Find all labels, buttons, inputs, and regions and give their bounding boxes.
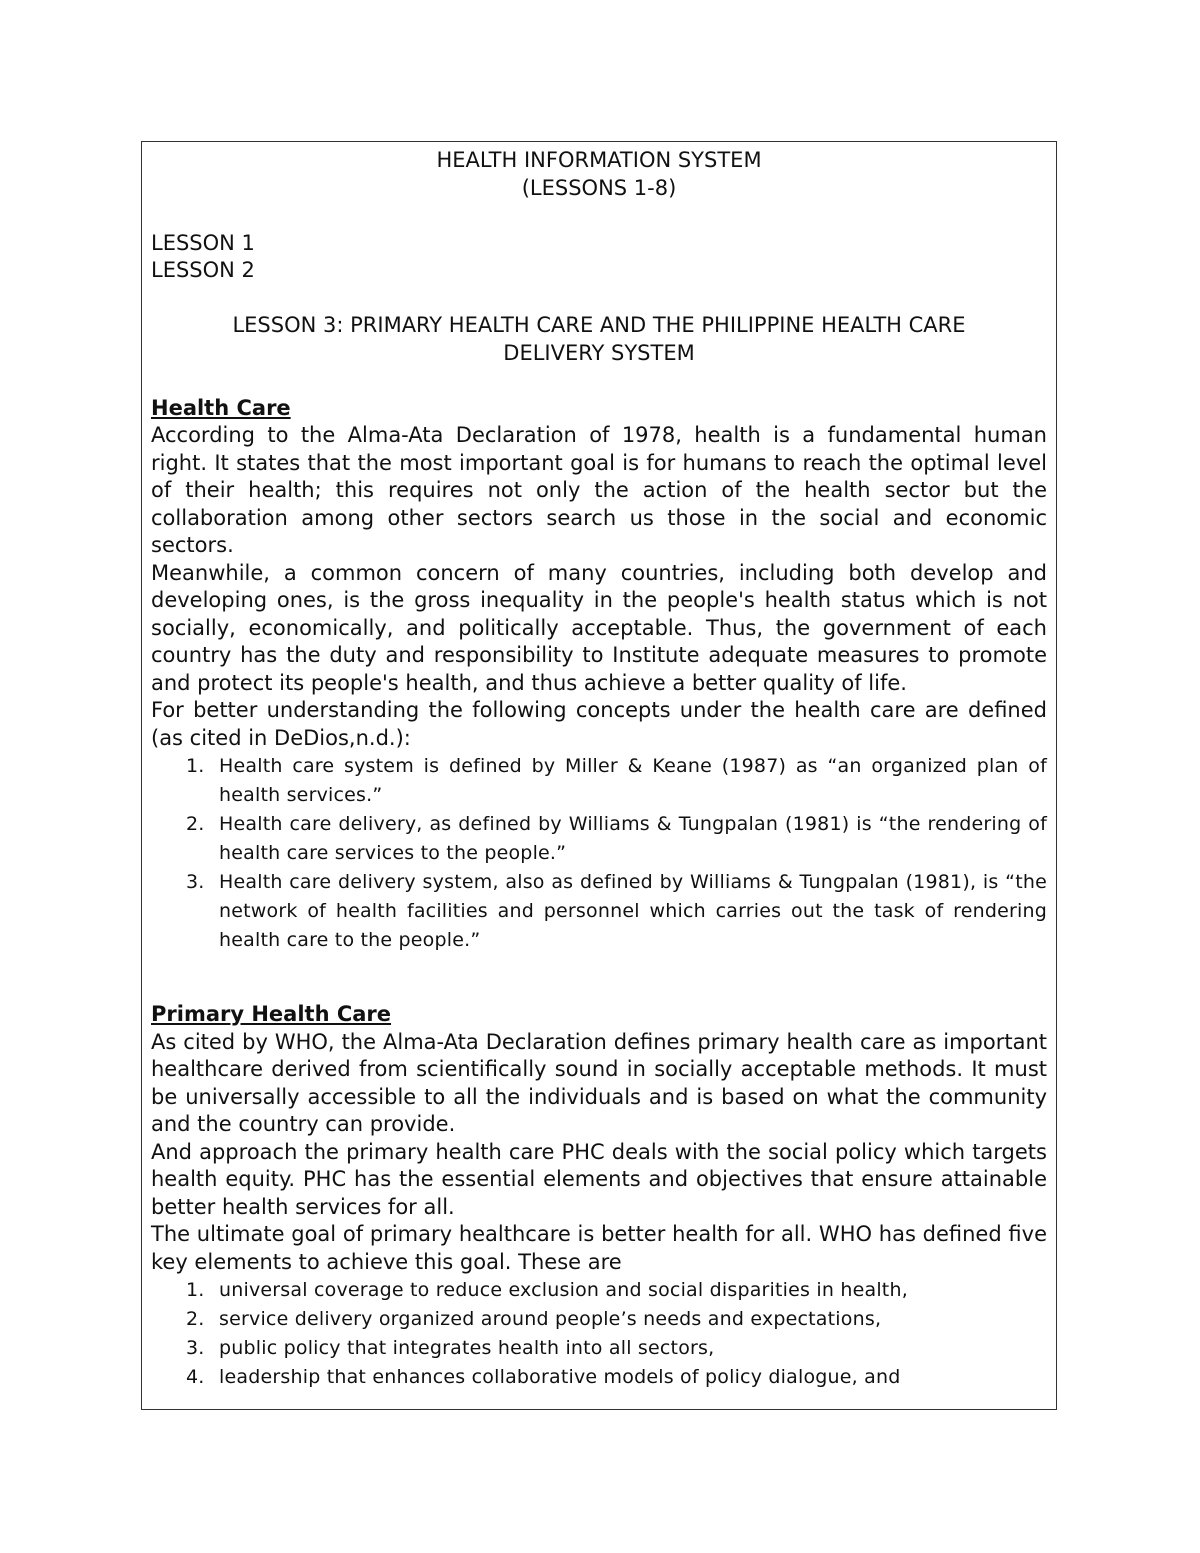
lesson-1-label: LESSON 1 [151, 230, 255, 255]
list-item [151, 810, 1047, 868]
list-item [151, 868, 1047, 955]
list-item-text: Health care delivery, as defined by Williams & Tungpalan (1981) is “the rendering of health care services to the people.” [219, 813, 1047, 864]
list-number: 3. [186, 871, 205, 893]
list-item [151, 1305, 1047, 1334]
health-care-paragraph-1: According to the Alma-Ata Declaration of 1978, health is a fundamental human right. It states that the most important goal is for humans to reach the optimal level of their health; this requires not only the action of the health sector but the collaboration among other sectors search us those in the social and economic sectors. [151, 423, 1047, 557]
list-item-text: leadership that enhances collaborative models of policy dialogue, and [219, 1366, 901, 1388]
list-item [151, 1363, 1047, 1392]
spacer [151, 367, 1047, 395]
primary-health-care-paragraph-1: As cited by WHO, the Alma-Ata Declaration defines primary health care as important healthcare derived from scientifically sound in socially acceptable methods. It must be universally accessible to all the individuals and is based on what the community and the country can provide. [151, 1029, 1047, 1136]
lesson-2-label: LESSON 2 [151, 258, 255, 282]
spacer [151, 285, 1047, 313]
health-care-paragraph-2: Meanwhile, a common concern of many countries, including both develop and developing ones, is the gross inequality in the people's health status which is not socially, economically, and politically acceptable. Thus, the government of each country has the duty and responsibility to Institute adequate measures to promote and protect its people's health, and thus achieve a better quality of life. [151, 560, 1047, 695]
health-care-heading: Health Care [151, 395, 291, 420]
spacer [151, 955, 1047, 1001]
list-item-text: Health care system is defined by Miller & Keane (1987) as “an organized plan of health services.” [219, 755, 1047, 806]
lesson-3-title-line-2: DELIVERY SYSTEM [503, 340, 695, 365]
document-subtitle: (LESSONS 1-8) [521, 175, 677, 200]
list-number: 1. [186, 1279, 205, 1301]
health-care-paragraph-3: For better understanding the following concepts under the health care are defined (as cited in DeDios,n.d.): [151, 698, 1047, 750]
primary-health-care-heading: Primary Health Care [151, 1002, 392, 1026]
list-item-text: Health care delivery system, also as defined by Williams & Tungpalan (1981), is “the network of health facilities and personnel which carries out the task of rendering health care to the people.” [219, 871, 1047, 951]
list-number: 2. [186, 1308, 205, 1330]
list-item [151, 1276, 1047, 1305]
list-number: 1. [186, 755, 205, 777]
list-item [151, 752, 1047, 810]
list-number: 2. [186, 813, 205, 835]
spacer [151, 202, 1047, 230]
primary-health-care-paragraph-3: The ultimate goal of primary healthcare is better health for all. WHO has defined five key elements to achieve this goal. These are [151, 1222, 1047, 1274]
document-page-frame [141, 141, 1057, 1410]
list-item-text: universal coverage to reduce exclusion and social disparities in health, [219, 1279, 908, 1301]
list-item-text: public policy that integrates health into all sectors, [219, 1337, 715, 1359]
document-title: HEALTH INFORMATION SYSTEM [436, 148, 762, 172]
list-item-text: service delivery organized around people’s needs and expectations, [219, 1308, 882, 1330]
primary-health-care-paragraph-2: And approach the primary health care PHC deals with the social policy which targets health equity. PHC has the essential elements and objectives that ensure attainable better health services for all. [151, 1139, 1047, 1219]
list-item [151, 1334, 1047, 1363]
list-number: 3. [186, 1337, 205, 1359]
list-number: 4. [186, 1366, 205, 1388]
lesson-3-title-line-1: LESSON 3: PRIMARY HEALTH CARE AND THE PHILIPPINE HEALTH CARE [232, 313, 966, 337]
key-elements-list [151, 1276, 1047, 1392]
health-care-definitions-list [151, 752, 1047, 955]
